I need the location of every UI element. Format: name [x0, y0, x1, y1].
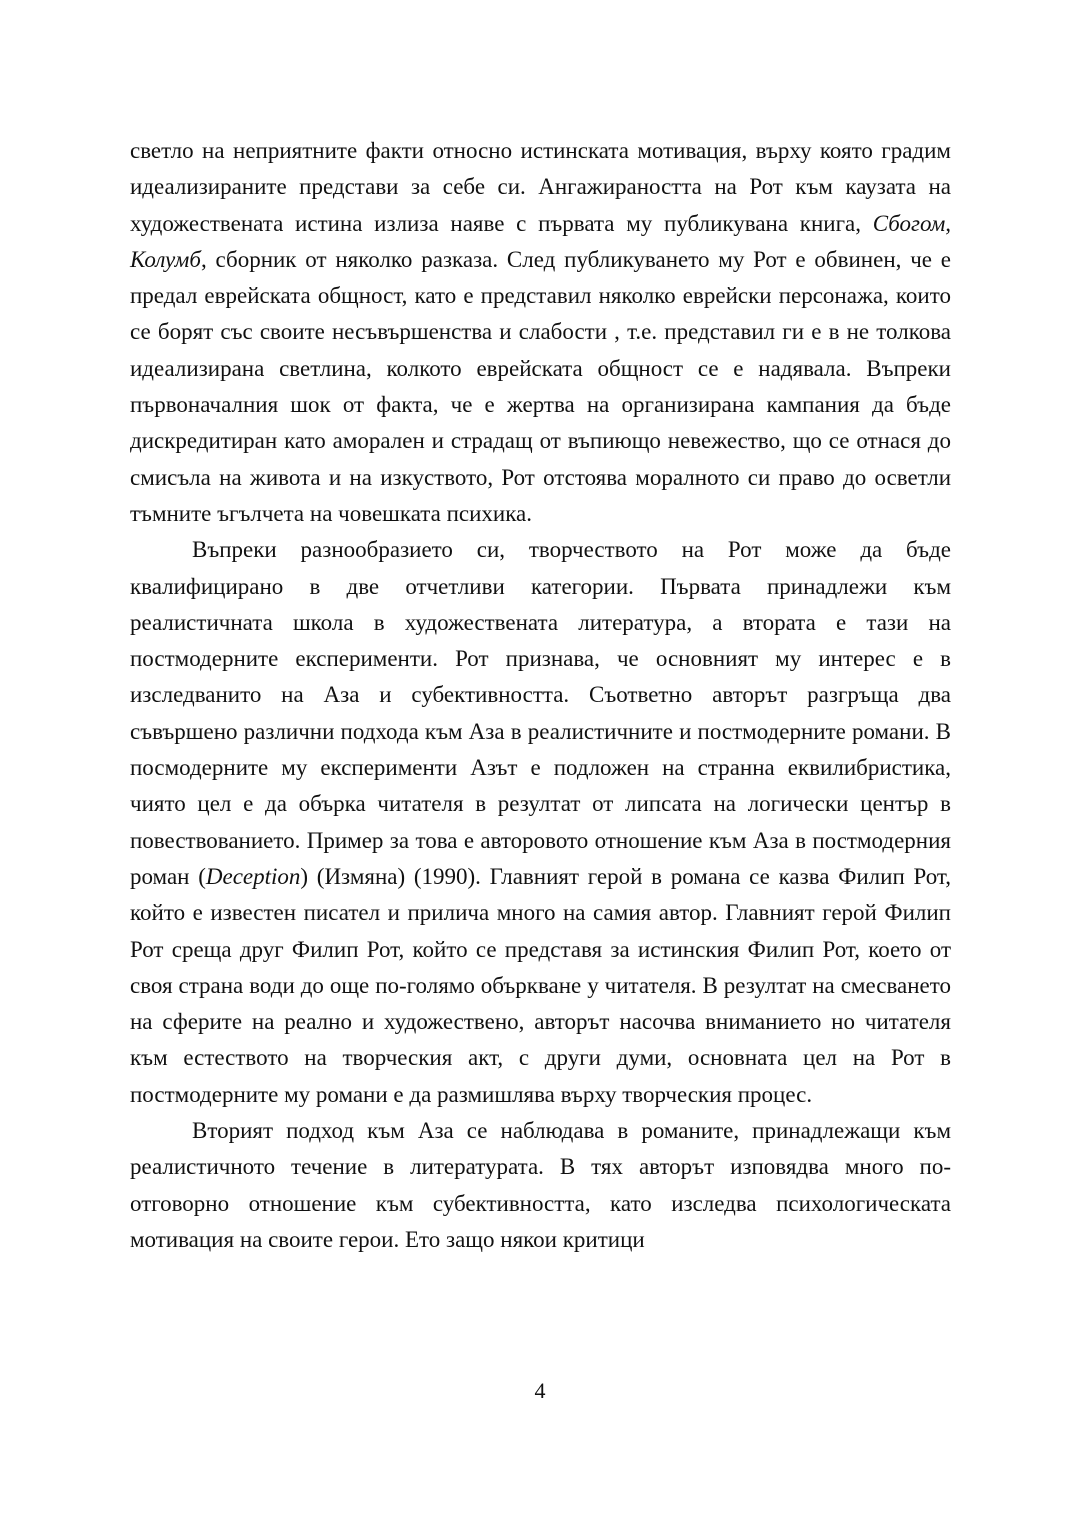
page-number: 4: [534, 1378, 546, 1403]
paragraph-1-text-end: , сборник от няколко разказа. След публикуването му Рот е обвинен, че е предал еврейската общност, като е представил няколко еврейски персонажа, които се борят със своите несъвършенства и слабости , т.е. представил ги е в не толкова идеализирана светлина, колкото еврейската общност се е надявала. Въпреки първоначалния шок от факта, че е жертва на организирана кампания да бъде дискредитиран като аморален и страдащ от въпиющо невежество, що се отнася до смисъла на живота и на изкуството, Рот отстоява моралното си право до осветли тъмните ъгълчета на човешката психика.: [130, 246, 951, 526]
paragraph-2-text-start: Въпреки разнообразието си, творчеството на Рот може да бъде квалифицирано в две отчетливи категории. Първата принадлежи към реалистичната школа в художествената литература, а втората е тази на постмодерните експерименти. Рот признава, че основният му интерес е в изследванито на Аза и субективността. Съответно авторът разгръща два съвършено различни подхода към Аза в реалистичните и постмодерните романи. В посмодерните му експерименти Азът е подложен на странна еквилибристика, чиято цел е да обърка читателя в резултат от липсата на логически център в повествованието. Пример за това е авторовото отношение към Аза в постмодерния роман (: [130, 537, 951, 889]
document-body: [130, 133, 951, 1258]
paragraph-2: [130, 532, 951, 1113]
book-title-goodbye-columbus: Сбогом, Колумб: [130, 210, 951, 272]
book-title-deception: Deception: [205, 863, 301, 889]
paragraph-3: [130, 1113, 951, 1258]
paragraph-1-text-start: светло на неприятните факти относно истинската мотивация, върху която градим идеализираните представи за себе си. Ангажираността на Рот към каузата на художествената истина излиза наяве с първата му публикувана книга,: [130, 138, 951, 236]
paragraph-3-text: Вторият подход към Аза се наблюдава в романите, принадлежащи към реалистичното течение в литературата. В тях авторът изповядва много по-отговорно отношение към субективността, като изследва психологическата мотивация на своите герои. Ето защо някои критици: [130, 1118, 951, 1252]
paragraph-2-text-end: ) (Измяна) (1990). Главният герой в романа се казва Филип Рот, който е известен писател и прилича много на самия автор. Главният герой Филип Рот среща друг Филип Рот, който се представя за истинския Филип Рот, което от своя страна води до още по-голямо объркване у читателя. В резултат на смесването на сферите на реално и художествено, авторът насочва вниманието но читателя към естеството на творческия акт, с други думи, основната цел на Рот в постмодерните му романи е да размишлява върху творческия процес.: [130, 863, 951, 1107]
paragraph-1: [130, 133, 951, 532]
